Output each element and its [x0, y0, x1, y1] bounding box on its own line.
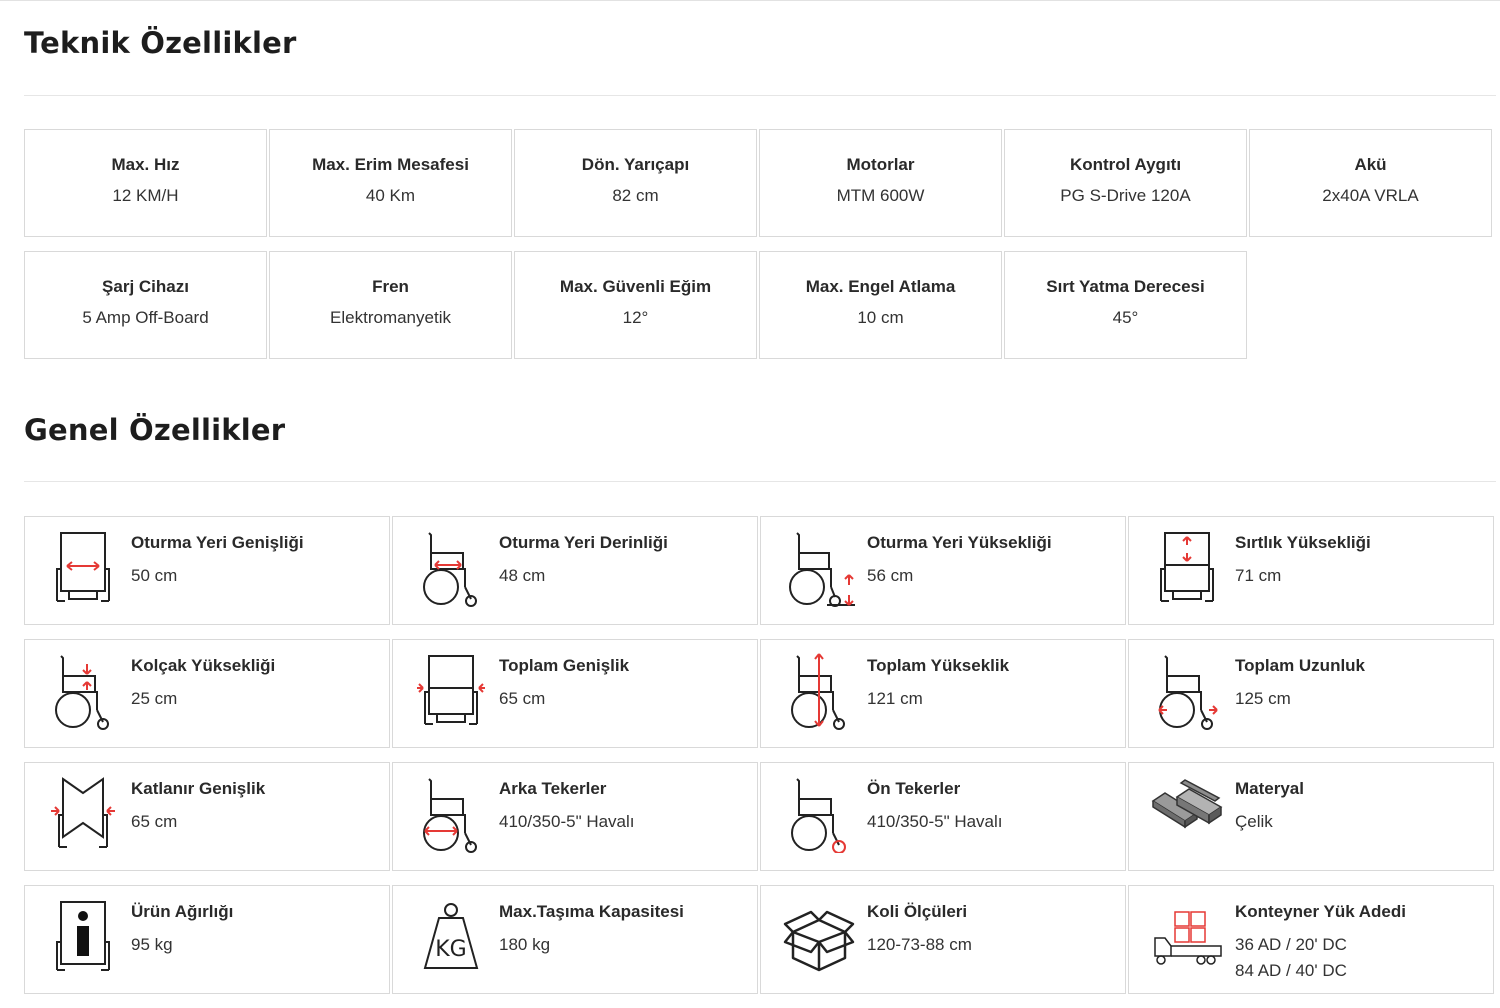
spec-seat-depth: [392, 516, 758, 625]
spec-label: Max. Hız: [111, 154, 180, 174]
spec-box-dimensions: [760, 885, 1126, 994]
spec-value: 121 cm: [867, 689, 923, 708]
general-specs-grid: [24, 516, 1496, 1008]
spec-front-wheels: [760, 762, 1126, 871]
total-height-icon: [783, 652, 855, 730]
spec-backrest-height: [1128, 516, 1494, 625]
spec-label: Fren: [372, 276, 409, 296]
spec-value: 180 kg: [499, 935, 551, 954]
armrest-height-icon: [47, 652, 119, 730]
kg-label: KG: [435, 937, 467, 962]
spec-value: 36 AD / 20' DC: [1235, 935, 1347, 954]
spec-label: Max. Erim Mesafesi: [312, 154, 469, 174]
spec-label: Motorlar: [846, 154, 915, 174]
seat-height-icon: [783, 529, 855, 607]
steel-profile-icon: [1151, 775, 1223, 853]
spec-value: 56 cm: [867, 566, 914, 585]
spec-label: Toplam Uzunluk: [1235, 656, 1366, 675]
spec-value: 65 cm: [131, 812, 178, 831]
spec-value: 50 cm: [131, 566, 178, 585]
spec-value: Çelik: [1235, 812, 1273, 831]
spec-rear-wheels: [392, 762, 758, 871]
spec-value: 10 cm: [857, 307, 904, 327]
spec-value: 65 cm: [499, 689, 546, 708]
spec-value: Elektromanyetik: [330, 307, 451, 327]
technical-title: Teknik Özellikler: [24, 26, 297, 60]
spec-charger: [24, 251, 267, 359]
spec-label: Oturma Yeri Genişliği: [131, 533, 304, 552]
spec-label: Materyal: [1235, 779, 1304, 798]
seat-width-icon: [47, 529, 119, 607]
spec-value: 410/350-5" Havalı: [867, 812, 1003, 831]
spec-value: 25 cm: [131, 689, 178, 708]
spec-value: 5 Amp Off-Board: [82, 307, 209, 327]
spec-label: Şarj Cihazı: [102, 276, 189, 296]
spec-max-slope: [514, 251, 757, 359]
spec-label: Katlanır Genişlik: [131, 779, 266, 798]
spec-armrest-height: [24, 639, 390, 748]
spec-label: Arka Tekerler: [499, 779, 607, 798]
spec-label: Sırt Yatma Derecesi: [1046, 276, 1205, 296]
spec-recline-angle: [1004, 251, 1247, 359]
spec-label: Oturma Yeri Derinliği: [499, 533, 668, 552]
spec-seat-height: [760, 516, 1126, 625]
spec-product-weight: [24, 885, 390, 994]
spec-total-height: [760, 639, 1126, 748]
front-wheel-icon: [783, 775, 855, 853]
spec-value: 125 cm: [1235, 689, 1291, 708]
divider: [24, 481, 1496, 482]
spec-label: Toplam Yükseklik: [867, 656, 1010, 675]
spec-container-capacity: [1128, 885, 1494, 994]
spec-value: 410/350-5" Havalı: [499, 812, 635, 831]
spec-label: Max. Engel Atlama: [805, 276, 956, 296]
spec-max-speed: [24, 129, 267, 237]
spec-controller: [1004, 129, 1247, 237]
spec-label: Akü: [1354, 154, 1387, 174]
spec-folded-width: [24, 762, 390, 871]
spec-value: 48 cm: [499, 566, 546, 585]
spec-battery: [1249, 129, 1492, 237]
spec-label: Max.Taşıma Kapasitesi: [499, 902, 684, 921]
spec-label: Toplam Genişlik: [499, 656, 630, 675]
spec-value: 2x40A VRLA: [1322, 185, 1419, 205]
spec-value: 45°: [1112, 307, 1139, 327]
spec-brake: [269, 251, 512, 359]
spec-seat-width: [24, 516, 390, 625]
spec-max-obstacle: [759, 251, 1002, 359]
spec-label: Ön Tekerler: [867, 779, 961, 798]
rear-wheel-icon: [415, 775, 487, 853]
spec-max-load: [392, 885, 758, 994]
spec-value: MTM 600W: [836, 185, 925, 205]
spec-value: PG S-Drive 120A: [1060, 185, 1191, 205]
spec-turning-radius: [514, 129, 757, 237]
spec-label: Sırtlık Yüksekliği: [1235, 533, 1371, 552]
spec-value: 71 cm: [1235, 566, 1282, 585]
technical-specs-grid: [24, 129, 1496, 373]
spec-value: 12 KM/H: [112, 185, 179, 205]
spec-label: Kolçak Yüksekliği: [131, 656, 276, 675]
spec-value: 120-73-88 cm: [867, 935, 972, 954]
spec-value: 82 cm: [612, 185, 659, 205]
spec-total-length: [1128, 639, 1494, 748]
spec-label: Kontrol Aygıtı: [1069, 154, 1182, 174]
total-length-icon: [1151, 652, 1223, 730]
kg-weight-icon: [415, 898, 487, 976]
spec-label: Koli Ölçüleri: [867, 902, 968, 921]
spec-label: Konteyner Yük Adedi: [1235, 902, 1406, 921]
folded-width-icon: [47, 775, 119, 853]
box-icon: [783, 898, 855, 976]
divider: [24, 95, 1496, 96]
general-title: Genel Özellikler: [24, 413, 286, 447]
spec-value: 40 Km: [365, 185, 416, 205]
product-weight-icon: [47, 898, 119, 976]
spec-value: 12°: [622, 307, 649, 327]
backrest-height-icon: [1151, 529, 1223, 607]
spec-label: Max. Güvenli Eğim: [559, 276, 712, 296]
seat-depth-icon: [415, 529, 487, 607]
spec-total-width: [392, 639, 758, 748]
container-truck-icon: [1151, 898, 1223, 976]
spec-label: Dön. Yarıçapı: [581, 154, 690, 174]
total-width-icon: [415, 652, 487, 730]
spec-label: Ürün Ağırlığı: [131, 902, 234, 921]
spec-value-secondary: 84 AD / 40' DC: [1235, 961, 1347, 980]
spec-value: 95 kg: [131, 935, 173, 954]
spec-motors: [759, 129, 1002, 237]
spec-label: Oturma Yeri Yüksekliği: [867, 533, 1052, 552]
spec-max-range: [269, 129, 512, 237]
spec-material: [1128, 762, 1494, 871]
